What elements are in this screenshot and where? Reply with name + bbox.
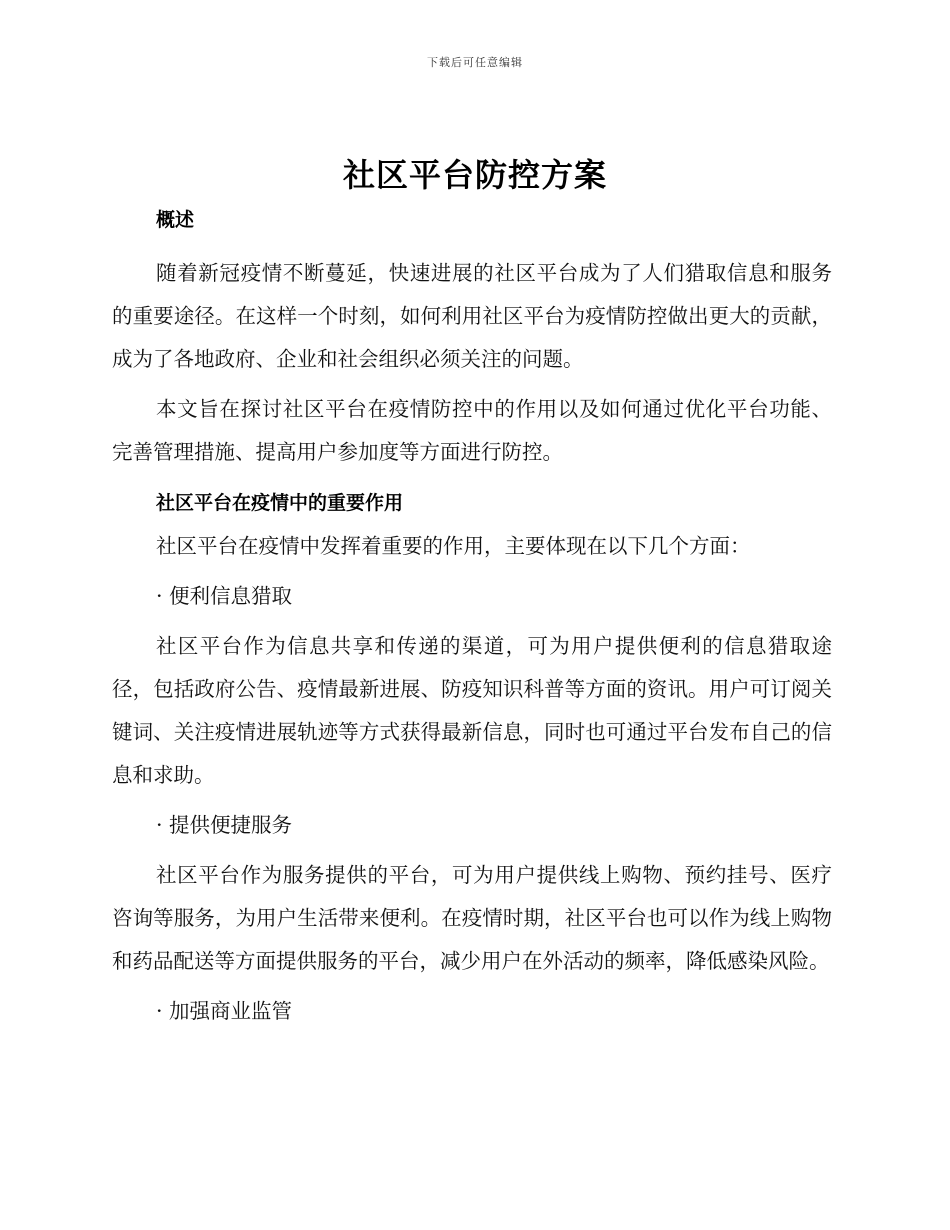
paragraph-overview-2: 本文旨在探讨社区平台在疫情防控中的作用以及如何通过优化平台功能、完善管理措施、提高用户参加度等方面进行防控。 xyxy=(112,397,832,464)
document-body xyxy=(112,205,832,1033)
paragraph-info-access: 社区平台作为信息共享和传递的渠道，可为用户提供便利的信息猎取途径，包括政府公告、疫情最新进展、防疫知识科普等方面的资讯。用户可订阅关键词、关注疫情进展轨迹等方式获得最新信息，同时也可通过平台发布自己的信息和求助。 xyxy=(112,634,832,787)
paragraph-convenient-service: 社区平台作为服务提供的平台，可为用户提供线上购物、预约挂号、医疗咨询等服务，为用户生活带来便利。在疫情时期，社区平台也可以作为线上购物和药品配送等方面提供服务的平台，减少用户在外活动的频率，降低感染风险。 xyxy=(112,863,832,973)
section-heading-overview: 概述 xyxy=(156,209,195,231)
document-title: 社区平台防控方案 xyxy=(342,156,607,194)
paragraph-overview-1: 随着新冠疫情不断蔓延，快速进展的社区平台成为了人们猎取信息和服务的重要途径。在这样一个时刻，如何利用社区平台为疫情防控做出更大的贡献，成为了各地政府、企业和社会组织必须关注的问题。 xyxy=(112,261,832,371)
bullet-business-regulation: · 加强商业监管 xyxy=(156,999,293,1023)
bullet-info-access: · 便利信息猎取 xyxy=(156,584,293,608)
section-heading-role: 社区平台在疫情中的重要作用 xyxy=(156,492,404,514)
paragraph-role-intro: 社区平台在疫情中发挥着重要的作用，主要体现在以下几个方面： xyxy=(156,534,751,558)
header-note: 下载后可任意编辑 xyxy=(427,56,523,69)
bullet-convenient-service: · 提供便捷服务 xyxy=(156,813,293,837)
